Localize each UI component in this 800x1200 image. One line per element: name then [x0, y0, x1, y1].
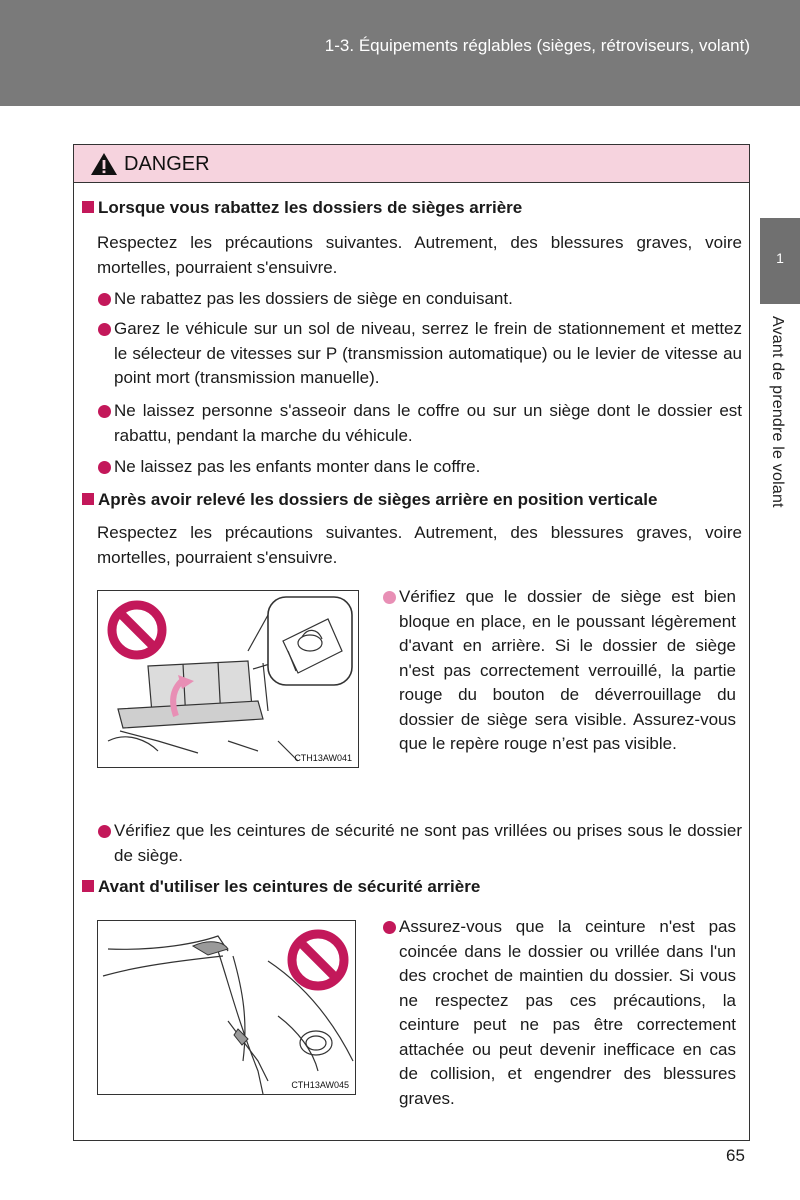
- list-item: Assurez-vous que la ceinture n'est pas coincée dans le dossier ou vrillée dans l'un des crochet de maintien du dossier. Si vous ne respectez pas ces précautions, la ceinture peut ne pas être correctement attachée ou peut devenir inefficace en cas de collision, et engendrer des blessures graves.: [399, 915, 736, 1111]
- bullet-dot-icon: [98, 293, 111, 306]
- list-item: Garez le véhicule sur un sol de niveau, serrez le frein de stationnement et mettez le sélecteur de vitesses sur P (transmission automatique) ou le levier de vitesse au point mort (transmission manuelle).: [114, 317, 742, 391]
- header-band: [0, 0, 800, 106]
- bullet-dot-icon: [383, 921, 396, 934]
- square-bullet-icon: [82, 880, 94, 892]
- figure-code: CTH13AW045: [291, 1080, 349, 1090]
- list-item: Vérifiez que les ceintures de sécurité ne sont pas vrillées ou prises sous le dossier de siège.: [114, 819, 742, 868]
- section2-heading: Après avoir relevé les dossiers de sièges arrière en position verticale: [82, 490, 657, 510]
- page-number: 65: [726, 1146, 745, 1165]
- chapter-number: 1: [776, 250, 784, 266]
- list-item: Vérifiez que le dossier de siège est bien bloque en place, en le poussant légèrement d'avant en arrière. Si le dossier de siège n'est pas correctement verrouillé, la partie rouge du bouton de déverrouillage du dossier de siège sera visible. Assurez-vous que le repère rouge n’est pas visible.: [399, 585, 736, 757]
- bullet-dot-icon: [98, 405, 111, 418]
- section1-heading: Lorsque vous rabattez les dossiers de sièges arrière: [82, 198, 522, 218]
- danger-label: DANGER: [124, 153, 210, 175]
- prohibition-icon: [285, 927, 351, 993]
- figure-seatbelt: [97, 920, 356, 1095]
- chapter-tab[interactable]: [760, 218, 800, 304]
- square-bullet-icon: [82, 493, 94, 505]
- bullet-dot-icon: [98, 825, 111, 838]
- list-item: Ne rabattez pas les dossiers de siège en conduisant.: [114, 287, 742, 312]
- list-item: Ne laissez pas les enfants monter dans le coffre.: [114, 455, 742, 480]
- warning-triangle-icon: [90, 152, 118, 176]
- prohibition-icon: [106, 599, 168, 661]
- section-title: 1-3. Équipements réglables (sièges, rétroviseurs, volant): [324, 36, 750, 55]
- figure-code: CTH13AW041: [294, 753, 352, 763]
- section1-intro: Respectez les précautions suivantes. Autrement, des blessures graves, voire mortelles, pourraient s'ensuivre.: [97, 233, 742, 277]
- chapter-title: Avant de prendre le volant: [769, 316, 786, 508]
- section3-heading: Avant d'utiliser les ceintures de sécurité arrière: [82, 877, 480, 897]
- bullet-dot-icon: [98, 323, 111, 336]
- square-bullet-icon: [82, 201, 94, 213]
- bullet-dot-icon: [98, 461, 111, 474]
- list-item: Ne laissez personne s'asseoir dans le coffre ou sur un siège dont le dossier est rabattu, pendant la marche du véhicule.: [114, 399, 742, 448]
- danger-header: [74, 145, 749, 183]
- bullet-dot-icon: [383, 591, 396, 604]
- danger-box: [73, 144, 750, 1141]
- section2-intro: Respectez les précautions suivantes. Autrement, des blessures graves, voire mortelles, pourraient s'ensuivre.: [97, 523, 742, 567]
- figure-seat-folding: [97, 590, 359, 768]
